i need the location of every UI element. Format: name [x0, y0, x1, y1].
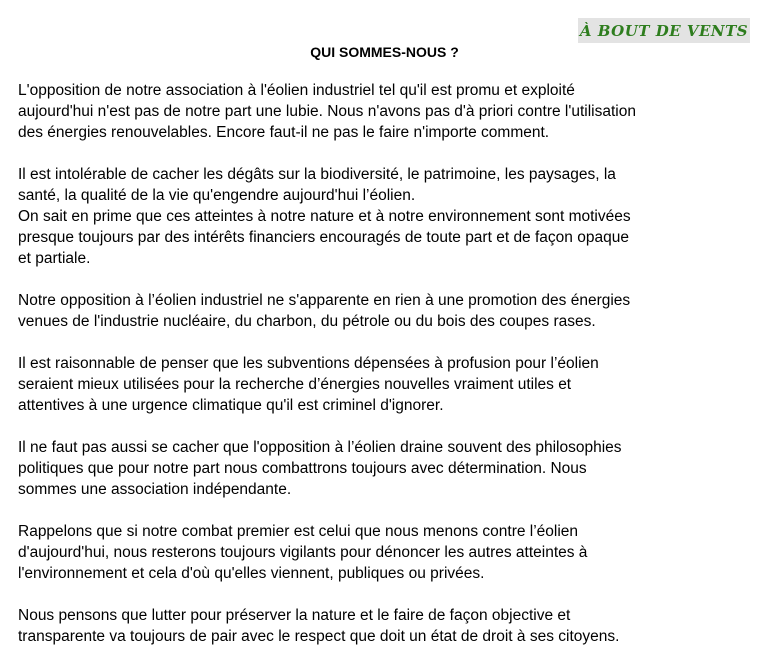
text-line: d'aujourd'hui, nous resterons toujours vigilants pour dénoncer les autres atteintes à — [18, 544, 588, 561]
text-line: l'environnement et cela d'où qu'elles viennent, publiques ou privées. — [18, 565, 485, 582]
text-line: presque toujours par des intérêts financiers encouragés de toute part et de façon opaque — [18, 229, 629, 246]
text-line: aujourd'hui n'est pas de notre part une lubie. Nous n'avons pas d'à priori contre l'utilisation — [18, 103, 636, 120]
page-title: QUI SOMMES-NOUS ? — [310, 44, 459, 60]
paragraph — [18, 521, 758, 584]
logo-banner — [578, 18, 750, 43]
text-line: et partiale. — [18, 250, 91, 267]
text-line: attentives à une urgence climatique qu'il est criminel d'ignorer. — [18, 397, 444, 414]
text-line: sommes une association indépendante. — [18, 481, 292, 498]
paragraph — [18, 437, 758, 500]
text-line: transparente va toujours de pair avec le respect que doit un état de droit à ses citoyens. — [18, 628, 620, 645]
text-line: L'opposition de notre association à l'éolien industriel tel qu'il est promu et exploité — [18, 82, 575, 99]
paragraph — [18, 353, 758, 416]
text-line: Rappelons que si notre combat premier est celui que nous menons contre l’éolien — [18, 523, 579, 540]
text-line: Notre opposition à l’éolien industriel ne s'apparente en rien à une promotion des énergies — [18, 292, 631, 309]
article-body — [18, 80, 758, 668]
text-line: Nous pensons que lutter pour préserver la nature et le faire de façon objective et — [18, 607, 571, 624]
paragraph — [18, 605, 758, 647]
text-line: des énergies renouvelables. Encore faut-il ne pas le faire n'importe comment. — [18, 124, 550, 141]
paragraph — [18, 164, 758, 269]
text-line: Il ne faut pas aussi se cacher que l'opposition à l’éolien draine souvent des philosophies — [18, 439, 622, 456]
text-line: On sait en prime que ces atteintes à notre nature et à notre environnement sont motivées — [18, 208, 631, 225]
text-line: seraient mieux utilisées pour la recherche d’énergies nouvelles vraiment utiles et — [18, 376, 572, 393]
text-line: santé, la qualité de la vie qu'engendre aujourd'hui l’éolien. — [18, 187, 416, 204]
text-line: Il est intolérable de cacher les dégâts sur la biodiversité, le patrimoine, les paysages, la — [18, 166, 616, 183]
paragraph — [18, 290, 758, 332]
text-line: politiques que pour notre part nous combattrons toujours avec détermination. Nous — [18, 460, 587, 477]
paragraph — [18, 80, 758, 143]
text-line: Il est raisonnable de penser que les subventions dépensées à profusion pour l’éolien — [18, 355, 599, 372]
logo-text: À BOUT DE VENTS — [579, 21, 749, 40]
text-line: venues de l'industrie nucléaire, du charbon, du pétrole ou du bois des coupes rases. — [18, 313, 596, 330]
